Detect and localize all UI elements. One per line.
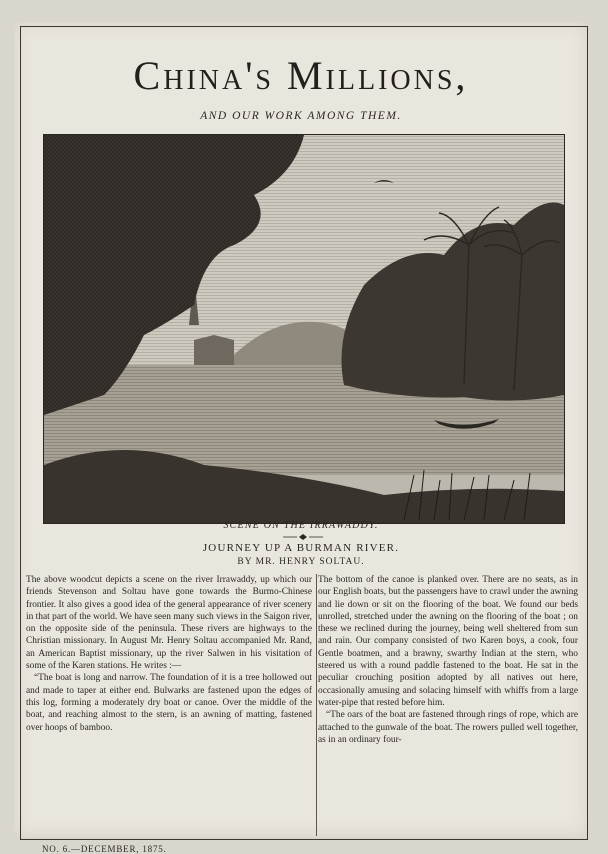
article-title: JOURNEY UP A BURMAN RIVER. xyxy=(202,542,400,554)
woodcut-illustration xyxy=(43,134,565,524)
paragraph: “The boat is long and narrow. The foundation of it is a tree hollowed out and made to taper at either end. Bulwarks are fastened upon the edges of this log, forming a moderately dry boat or canoe. Over the middle of the boat, and reaching almost to the stern, is an awning of matting, fastened over hoops of bamboo. xyxy=(26,673,312,733)
masthead-subtitle: AND OUR WORK AMONG THEM. xyxy=(200,110,402,122)
article-byline: BY MR. HENRY SOLTAU. xyxy=(237,557,365,567)
paragraph: “The oars of the boat are fastened through rings of rope, which are attached to the gunwale of the boat. The rowers pulled well together, as in an ordinary four- xyxy=(318,710,578,745)
river-scene-engraving xyxy=(44,135,564,523)
paragraph: The bottom of the canoe is planked over. There are no seats, as in our English boats, but the passengers have to crawl under the awning and lie down or sit on the flooring of the boat. We found our beds unrolled, stretched under the awning on the flooring of the boat ; on these we reclined during the journey, being well sheltered from sun and rain. Our company consisted of two Karen boys, a cook, four Gentle boatmen, and a brawny, swarthy Indian at the stern, who steered us with a round paddle fastened to the boat. He sat in the peculiar crouching position adopted by all natives out here, occasionally amusing and solacing himself with whiffs from a large water-pipe that rested before him. xyxy=(318,575,578,708)
paragraph: The above woodcut depicts a scene on the river Irrawaddy, up which our friends Stevenson and Soltau have gone towards the Burmo-Chinese frontier. It also gives a good idea of the general appearance of river scenery in that part of the world. We have seen many such views in the Saigon river, on the opposite side of the peninsula. These rivers are highways to the Christian missionary. In August Mr. Henry Soltau accompanied Mr. Rand, an American Baptist missionary, up the river Salwen in his visitation of some of the Karen stations. He writes :— xyxy=(26,575,312,672)
column-divider xyxy=(316,574,317,836)
divider-ornament xyxy=(283,533,323,541)
article-column-left xyxy=(26,574,312,734)
masthead-title: China's Millions, xyxy=(133,53,469,98)
issue-footer: NO. 6.—DECEMBER, 1875. xyxy=(42,844,167,854)
article-column-right xyxy=(318,574,578,746)
illustration-caption: SCENE ON THE IRRAWADDY. xyxy=(223,520,379,531)
magazine-page xyxy=(14,22,588,854)
